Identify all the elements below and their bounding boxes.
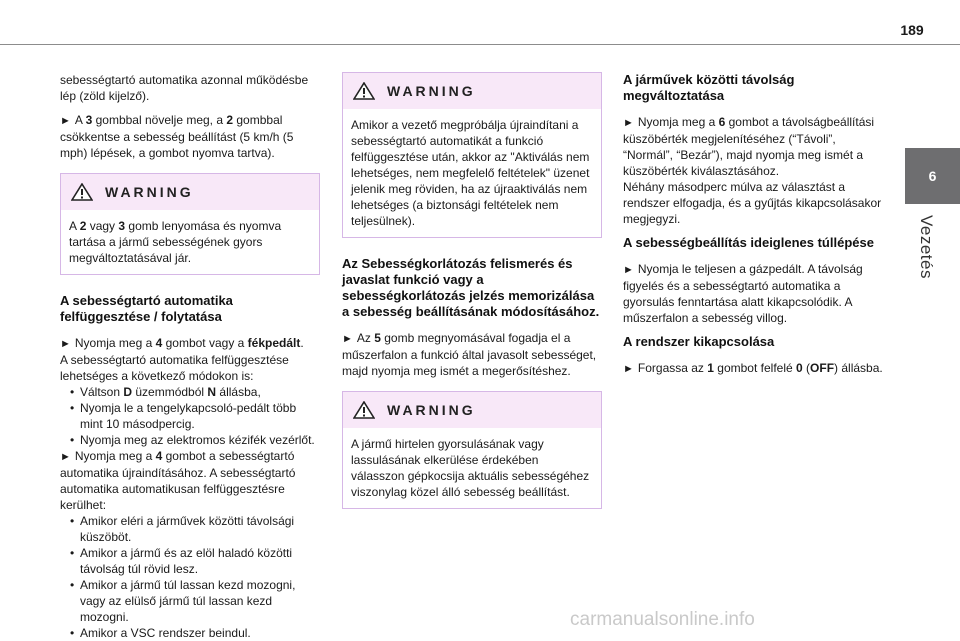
warning-triangle-icon xyxy=(71,183,93,201)
paragraph: ► A 3 gombbal növelje meg, a 2 gombbal csökkentse a sebesség beállítást (5 km/h (5 mph) lépések, a gombot nyomva tartva). xyxy=(60,113,294,160)
bullet-list xyxy=(60,513,320,641)
paragraph: ► Nyomja meg a 6 gombot a távolságbeállítási küszöbérték megjelenítéséhez (“Távoli”, “Normál”, “Bezár”), majd nyomja meg ismét a küszöbérték kiválasztásához. xyxy=(623,115,875,178)
warning-text: A jármű hirtelen gyorsulásának vagy lassulásának elkerülése érdekében válasszon gépkocsija aktuális sebességéhez viszonylag közel álló sebesség beállítást. xyxy=(351,437,590,499)
warning-title: WARNING xyxy=(387,83,476,99)
section-heading: A sebességtartó automatika felfüggesztése / folytatása xyxy=(60,293,233,324)
section-heading: Az Sebességkorlátozás felismerés és javaslat funkció vagy a sebességkorlátozás jelzés memorizálása a sebesség beállításának módosításához. xyxy=(342,256,600,319)
list-item: • Amikor a jármű és az elöl haladó közötti távolság túl rövid lesz. xyxy=(70,545,320,577)
right-arrow-icon: ► xyxy=(60,115,71,127)
warning-box xyxy=(342,391,602,509)
column-1 xyxy=(60,72,320,641)
section-tab[interactable]: 6 xyxy=(905,148,960,204)
bullet-list xyxy=(60,384,320,448)
watermark: carmanualsonline.info xyxy=(570,609,755,630)
right-arrow-icon: ► xyxy=(623,117,634,129)
column-3 xyxy=(623,72,888,385)
list-item: • Amikor a jármű túl lassan kezd mozogni, vagy az elülső jármű túl lassan kezd mozogni. xyxy=(70,577,320,625)
right-arrow-icon: ► xyxy=(623,363,634,375)
list-item: • Váltson D üzemmódból N állásba, xyxy=(70,384,320,400)
list-item: • Amikor eléri a járművek közötti távolsági küszöböt. xyxy=(70,513,320,545)
right-arrow-icon: ► xyxy=(623,264,634,276)
list-item: • Nyomja meg az elektromos kézifék vezérlőt. xyxy=(70,432,320,448)
paragraph: sebességtartó automatika azonnal működésbe lép (zöld kijelző). xyxy=(60,73,309,103)
paragraph: Néhány másodperc múlva az választást a rendszer elfogadja, és a gyűjtás kikapcsolásakor megjegyzi. xyxy=(623,180,882,226)
section-heading: A sebességbeállítás ideiglenes túllépése xyxy=(623,235,874,250)
list-item: • Amikor a VSC rendszer beindul. xyxy=(70,625,320,641)
paragraph: A sebességtartó automatika felfüggesztése lehetséges a következő módokon is: xyxy=(60,353,289,383)
right-arrow-icon: ► xyxy=(342,333,353,345)
paragraph: ► Nyomja meg a 4 gombot a sebességtartó automatika újraindításához. A sebességtartó automatika automatikusan felfüggesztésre kerülhet: xyxy=(60,449,296,512)
warning-box xyxy=(60,173,320,275)
header-divider xyxy=(0,44,960,45)
right-arrow-icon: ► xyxy=(60,451,71,463)
warning-header xyxy=(343,392,601,428)
warning-triangle-icon xyxy=(353,82,375,100)
section-title-text: Vezetés xyxy=(917,215,936,279)
warning-title: WARNING xyxy=(387,402,476,418)
warning-header xyxy=(61,174,319,210)
column-2 xyxy=(342,72,602,521)
paragraph: ► Nyomja le teljesen a gázpedált. A távolság figyelés és a sebességtartó automatika a gyorsulás fenntartása alatt kikapcsolódik. A műszerfalon a sebesség villog. xyxy=(623,262,863,325)
paragraph: ► Forgassa az 1 gombot felfelé 0 (OFF) állásba. xyxy=(623,361,883,375)
warning-header xyxy=(343,73,601,109)
right-arrow-icon: ► xyxy=(60,338,71,350)
section-heading: A rendszer kikapcsolása xyxy=(623,334,775,349)
warning-text: Amikor a vezető megpróbálja újraindítani a sebességtartó automatikát a funkció felfüggesztése után, akkor az "Aktiválás nem lehetséges, nem megfelelő feltételek" üzenet jelenik meg röviden, ha az újraaktiválás nem lehetséges (a biztonsági feltételek nem teljesülnek). xyxy=(351,118,590,228)
warning-title: WARNING xyxy=(105,184,194,200)
list-item: • Nyomja le a tengelykapcsoló-pedált több mint 10 másodpercig. xyxy=(70,400,320,432)
paragraph: ► Az 5 gomb megnyomásával fogadja el a műszerfalon a funkció által javasolt sebességet, majd nyomja meg ismét a megerősítéshez. xyxy=(342,331,597,378)
section-title xyxy=(918,215,948,295)
warning-box xyxy=(342,72,602,238)
paragraph: ► Nyomja meg a 4 gombot vagy a fékpedált. xyxy=(60,336,304,350)
page-number: 189 xyxy=(900,22,924,38)
section-heading: A járművek közötti távolság megváltoztatása xyxy=(623,72,795,103)
warning-triangle-icon xyxy=(353,401,375,419)
warning-text: A 2 vagy 3 gomb lenyomása és nyomva tartása a jármű sebességének gyors megváltoztatásával jár. xyxy=(69,219,282,265)
